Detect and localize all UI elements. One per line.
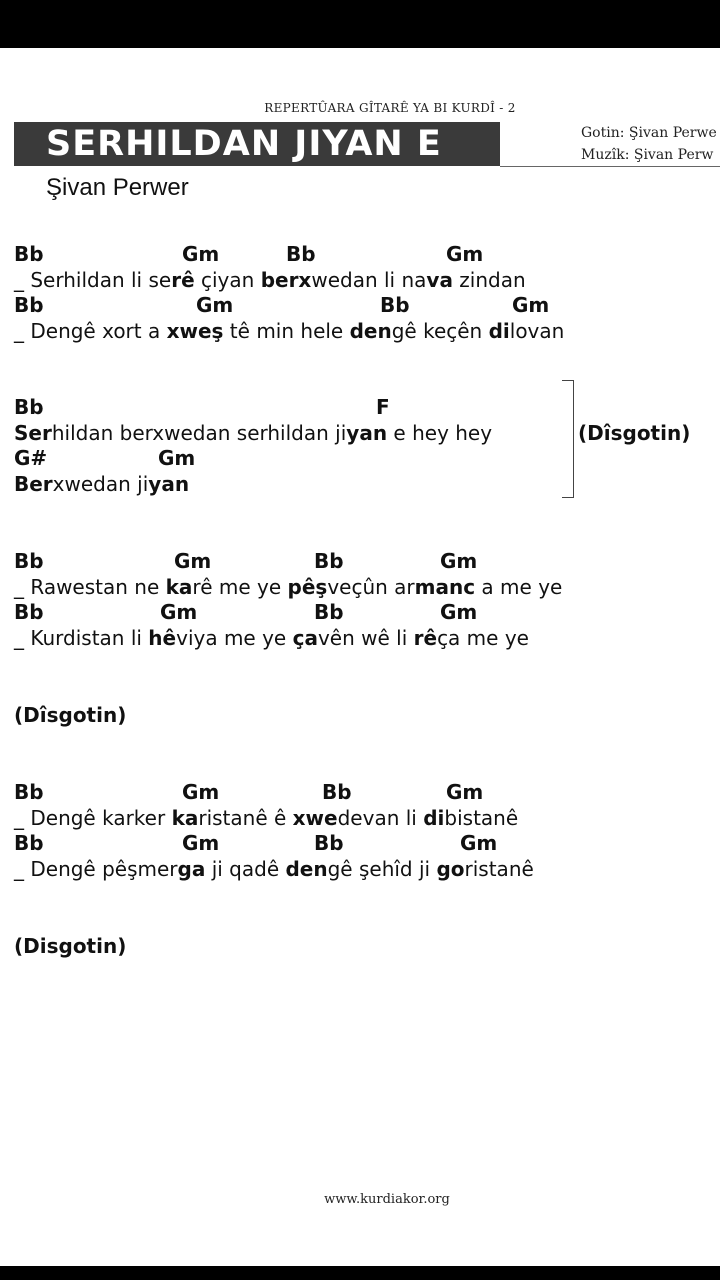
lyric-text: _ Dengê xort a bbox=[14, 318, 167, 343]
verse-3 bbox=[14, 780, 534, 882]
lyric-text: gê keçên bbox=[391, 318, 489, 343]
chord-line bbox=[14, 831, 534, 857]
lyric-line bbox=[14, 472, 492, 498]
lyric-text: rê me ye bbox=[192, 574, 288, 599]
lyric-text: wedan li na bbox=[311, 267, 427, 292]
chorus bbox=[14, 395, 492, 497]
music-credit: Muzîk: Şivan Perw bbox=[581, 147, 714, 163]
lyric-text: vên wê li bbox=[317, 625, 414, 650]
chord: Bb bbox=[14, 600, 44, 625]
verse-2 bbox=[14, 549, 562, 651]
lyric-text: çiyan bbox=[194, 267, 261, 292]
chord: Bb bbox=[314, 600, 344, 625]
lyric-text: ji qadê bbox=[205, 856, 286, 881]
lyric-text: _ Rawestan ne bbox=[14, 574, 166, 599]
chorus-bracket bbox=[562, 380, 574, 498]
lyric-text: _ Serhildan li se bbox=[14, 267, 172, 292]
lyric-text: hildan berxwedan serhildan ji bbox=[51, 420, 347, 445]
verse-1 bbox=[14, 242, 564, 344]
chord-line bbox=[14, 600, 562, 626]
chord: Gm bbox=[446, 242, 484, 266]
chord: Bb bbox=[322, 780, 352, 804]
stressed-syllable: berx bbox=[260, 267, 312, 292]
title-rule bbox=[500, 166, 720, 167]
chord: Gm bbox=[512, 293, 550, 318]
stressed-syllable: go bbox=[436, 856, 465, 881]
chord: Bb bbox=[14, 549, 44, 573]
lyric-text: viya me ye bbox=[176, 625, 293, 650]
song-title: SERHILDAN JIYAN E bbox=[14, 122, 500, 166]
stressed-syllable: Ser bbox=[14, 420, 52, 445]
chord: Bb bbox=[14, 242, 44, 266]
stressed-syllable: den bbox=[349, 318, 392, 343]
stressed-syllable: xwe bbox=[292, 805, 338, 830]
stressed-syllable: rê bbox=[171, 267, 195, 292]
chord: Bb bbox=[14, 293, 44, 318]
chord: Gm bbox=[440, 549, 478, 573]
lyric-text: ristanê bbox=[464, 856, 534, 881]
lyric-line bbox=[14, 806, 534, 832]
chord: Gm bbox=[182, 780, 220, 804]
chord-line bbox=[14, 446, 492, 472]
chord: Gm bbox=[158, 446, 196, 471]
chord: Bb bbox=[14, 780, 44, 804]
repeat-tag: (Dîsgotin) bbox=[578, 421, 691, 445]
repeat-tag: (Dîsgotin) bbox=[14, 703, 127, 727]
stressed-syllable: yan bbox=[346, 420, 388, 445]
stressed-syllable: va bbox=[426, 267, 453, 292]
stressed-syllable: den bbox=[285, 856, 328, 881]
lyric-text: gê şehîd ji bbox=[327, 856, 437, 881]
credits bbox=[581, 122, 717, 166]
lyric-text: zindan bbox=[452, 267, 526, 292]
lyric-line bbox=[14, 626, 562, 652]
artist-name: Şivan Perwer bbox=[46, 174, 189, 201]
chord: Gm bbox=[174, 549, 212, 573]
stressed-syllable: Ber bbox=[14, 471, 53, 496]
chord: Gm bbox=[182, 242, 220, 266]
lyric-text: lovan bbox=[509, 318, 565, 343]
chord-line bbox=[14, 780, 534, 806]
lyric-text: xwedan ji bbox=[52, 471, 149, 496]
chord: Gm bbox=[196, 293, 234, 318]
chord: Gm bbox=[440, 600, 478, 625]
lyric-line bbox=[14, 268, 564, 294]
stressed-syllable: hê bbox=[148, 625, 177, 650]
chord-line bbox=[14, 549, 562, 575]
lyric-text: _ Dengê karker bbox=[14, 805, 172, 830]
lyric-line bbox=[14, 421, 492, 447]
lyric-text: devan li bbox=[337, 805, 424, 830]
chord: G# bbox=[14, 446, 48, 471]
lyric-text: ristanê ê bbox=[198, 805, 293, 830]
stressed-syllable: ka bbox=[171, 805, 199, 830]
lyric-text: _ Kurdistan li bbox=[14, 625, 149, 650]
stressed-syllable: di bbox=[488, 318, 510, 343]
lyric-text: ça me ye bbox=[437, 625, 529, 650]
top-status-bar bbox=[0, 0, 720, 48]
chord-line bbox=[14, 242, 564, 268]
chord: Bb bbox=[314, 549, 344, 573]
lyrics-credit: Gotin: Şivan Perwe bbox=[581, 125, 717, 141]
chord: Bb bbox=[314, 831, 344, 856]
stressed-syllable: ça bbox=[292, 625, 318, 650]
lyric-line bbox=[14, 319, 564, 345]
stressed-syllable: di bbox=[423, 805, 445, 830]
lyric-text: bistanê bbox=[444, 805, 519, 830]
chord: Bb bbox=[14, 831, 44, 856]
chord: Bb bbox=[14, 395, 44, 419]
lyric-text: veçûn ar bbox=[327, 574, 415, 599]
repeat-tag: (Disgotin) bbox=[14, 934, 127, 958]
stressed-syllable: xweş bbox=[166, 318, 224, 343]
stressed-syllable: pêş bbox=[287, 574, 328, 599]
stressed-syllable: rê bbox=[413, 625, 438, 650]
chord-line bbox=[14, 395, 492, 421]
stressed-syllable: yan bbox=[148, 471, 190, 496]
chord: Gm bbox=[182, 831, 220, 856]
book-header: REPERTÛARA GÎTARÊ YA BI KURDÎ - 2 bbox=[264, 101, 516, 115]
bottom-bar bbox=[0, 1266, 720, 1280]
stressed-syllable: ka bbox=[165, 574, 193, 599]
chord: Gm bbox=[460, 831, 498, 856]
lyric-line bbox=[14, 857, 534, 883]
lyric-text: e hey hey bbox=[387, 420, 493, 445]
website-footer: www.kurdiakor.org bbox=[324, 1192, 450, 1207]
lyric-text: a me ye bbox=[475, 574, 563, 599]
lyric-text: _ Dengê pêşmer bbox=[14, 856, 178, 881]
chord: F bbox=[376, 395, 390, 419]
stressed-syllable: ga bbox=[177, 856, 206, 881]
chord: Bb bbox=[380, 293, 410, 318]
lyric-line bbox=[14, 575, 562, 601]
lyric-text: tê min hele bbox=[223, 318, 350, 343]
chord: Gm bbox=[446, 780, 484, 804]
chord-line bbox=[14, 293, 564, 319]
chord: Gm bbox=[160, 600, 198, 625]
stressed-syllable: manc bbox=[414, 574, 476, 599]
chord: Bb bbox=[286, 242, 316, 266]
